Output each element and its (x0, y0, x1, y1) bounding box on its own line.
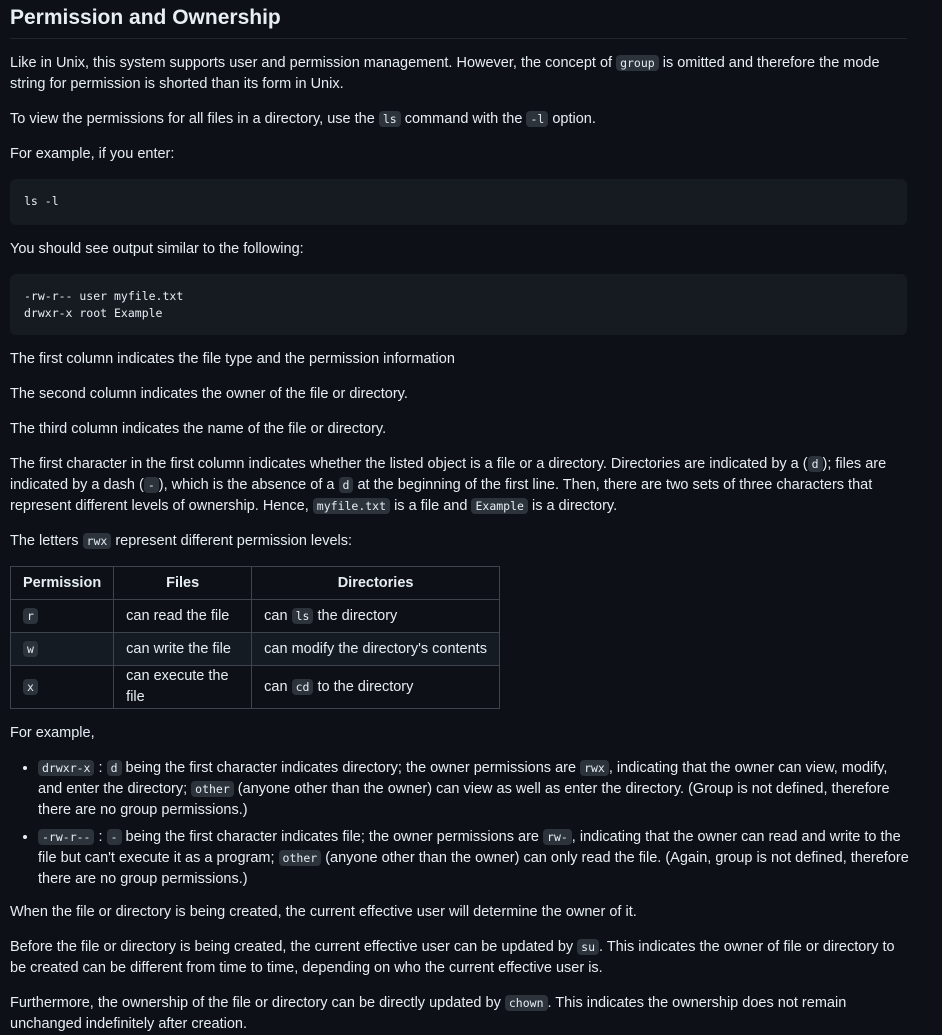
inline-code: d (808, 456, 823, 472)
su-paragraph: Before the file or directory is being created, the current effective user can be updated by su . This indicates the owner of file or directory to be created can be different from time to time, depending on who the current effective user is. (10, 939, 895, 976)
table-cell (11, 600, 114, 633)
inline-code: r (23, 608, 38, 624)
table-header-permission: Permission (11, 567, 114, 600)
column3-paragraph: The third column indicates the name of the file or directory. (10, 421, 387, 437)
command-code-block: ls -l (10, 179, 907, 225)
page-title: Permission and Ownership (10, 0, 907, 39)
inline-code: rwx (580, 760, 609, 776)
inline-code: su (577, 939, 599, 955)
permission-table (10, 566, 500, 709)
inline-code: Example (471, 498, 527, 514)
first-character-paragraph: The first character in the first column indicates whether the listed object is a file or a directory. Directories are indicated by a ( d ); files are indicated by a dash ( - ), which is the absence of a d at the beginning of the first line. Then, there are two sets of three characters that represent different levels of ownership. Hence, myfile.txt is a file and Example is a directory. (10, 456, 887, 514)
inline-code: myfile.txt (313, 498, 390, 514)
list-item: • -rw-r-- : - being the first character indicates file; the owner permissions are rw- , indicating that the owner can read and write to the file but can't execute it as a program; other (anyone other than the owner) can only read the file. (Again, group is not defined, therefore there are no group permissions.) (38, 827, 912, 890)
created-paragraph: When the file or directory is being created, the current effective user will determine the owner of it. (10, 904, 637, 920)
example-list (10, 758, 912, 890)
table-cell: can modify the directory's contents (252, 633, 500, 666)
for-example-paragraph: For example, (10, 725, 95, 741)
inline-code: d (107, 760, 122, 776)
table-cell: can read the file (114, 600, 252, 633)
inline-code: cd (292, 679, 314, 695)
column2-paragraph: The second column indicates the owner of the file or directory. (10, 386, 408, 402)
table-cell (11, 633, 114, 666)
inline-code: - (107, 829, 122, 845)
table-cell: can ls the directory (252, 600, 500, 633)
inline-code: x (23, 679, 38, 695)
table-header-directories: Directories (252, 567, 500, 600)
inline-code: chown (505, 995, 548, 1011)
example-intro: For example, if you enter: (10, 146, 175, 162)
intro-paragraph: Like in Unix, this system supports user and permission management. However, the concept of group is omitted and therefore the mode string for permission is shorted than its form in Unix. (10, 55, 880, 92)
inline-code: -l (526, 111, 548, 127)
table-row (11, 633, 500, 666)
inline-code: other (191, 781, 234, 797)
table-row (11, 666, 500, 709)
inline-code: rwx (83, 533, 112, 549)
column1-paragraph: The first column indicates the file type and the permission information (10, 351, 455, 367)
chown-paragraph: Furthermore, the ownership of the file or directory can be directly updated by chown . This indicates the ownership does not remain unchanged indefinitely after creation. (10, 995, 847, 1032)
table-cell (11, 666, 114, 709)
table-header-row (11, 567, 500, 600)
inline-code: d (339, 477, 354, 493)
inline-code: w (23, 641, 38, 657)
table-cell: can cd to the directory (252, 666, 500, 709)
list-item: • drwxr-x : d being the first character indicates directory; the owner permissions are rwx , indicating that the owner can view, modify, and enter the directory; other (anyone other than the owner) can view as well as enter the directory. (Group is not defined, therefore there are no group permissions.) (38, 758, 912, 821)
inline-code: drwxr-x (38, 760, 94, 776)
inline-code: other (279, 850, 322, 866)
table-header-files: Files (114, 567, 252, 600)
table-cell: can execute the file (114, 666, 252, 709)
inline-code: group (616, 55, 659, 71)
output-intro: You should see output similar to the following: (10, 241, 304, 257)
inline-code: -rw-r-- (38, 829, 94, 845)
output-code-block: -rw-r-- user myfile.txt drwxr-x root Example (10, 274, 907, 335)
inline-code: ls (379, 111, 401, 127)
inline-code: rw- (543, 829, 572, 845)
letters-paragraph: The letters rwx represent different permission levels: (10, 533, 353, 549)
table-cell: can write the file (114, 633, 252, 666)
table-row (11, 600, 500, 633)
inline-code: ls (292, 608, 314, 624)
inline-code: - (144, 477, 159, 493)
view-paragraph: To view the permissions for all files in a directory, use the ls command with the -l option. (10, 111, 596, 127)
